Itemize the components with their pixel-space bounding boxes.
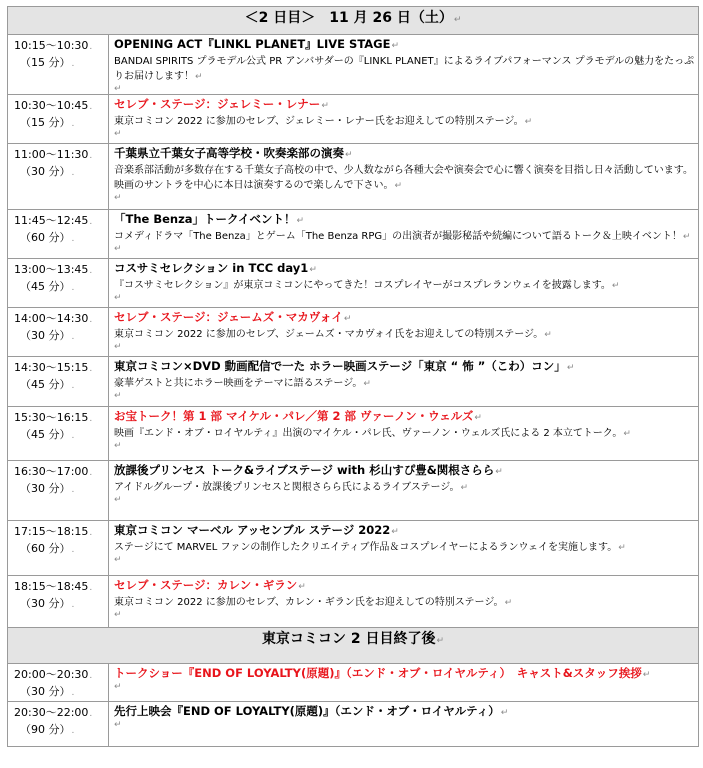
duration: （60 分）. <box>20 542 75 555</box>
schedule-row <box>8 702 699 747</box>
event-title: トークショー『END OF LOYALTY(原題)』（エンド・オブ・ロイヤルティ） キャスト&スタッフ挨拶↵ <box>114 666 651 680</box>
time-cell: 10:30～10:45. （15 分）. <box>8 95 109 144</box>
time-range: 20:30～22:00 <box>14 706 89 719</box>
event-cell: トークショー『END OF LOYALTY(原題)』（エンド・オブ・ロイヤルティ） キャスト&スタッフ挨拶↵ ↵ <box>109 664 699 702</box>
time-cell: 16:30～17:00. （30 分）. <box>8 461 109 521</box>
event-title: 先行上映会『END OF LOYALTY(原題)』（エンド・オブ・ロイヤルティ）↵ <box>114 704 509 718</box>
event-cell: 東京コミコン マーベル アッセンブル ステージ 2022↵ ステージにて MARVEL ファンの制作したクリエイティブ作品＆コスプレイヤーによるランウェイを実施します。↵ ↵ <box>109 521 699 576</box>
duration: （45 分）. <box>20 280 75 293</box>
time-cell: 20:00～20:30. （30 分）. <box>8 664 109 702</box>
time-range: 17:15～18:15 <box>14 525 89 538</box>
event-cell: セレブ・ステージ：ジェレミー・レナー↵ 東京コミコン 2022 に参加のセレブ、ジェレミー・レナー氏をお迎えしての特別ステージ。↵ ↵ <box>109 95 699 144</box>
event-description: 東京コミコン 2022 に参加のセレブ、ジェームズ・マカヴォイ氏をお迎えしての特別ステージ。↵ <box>114 329 552 340</box>
event-cell: 先行上映会『END OF LOYALTY(原題)』（エンド・オブ・ロイヤルティ）↵ ↵ <box>109 702 699 747</box>
duration: （30 分）. <box>20 597 75 610</box>
schedule-row <box>8 35 699 95</box>
time-cell: 15:30～16:15. （45 分）. <box>8 407 109 461</box>
time-range: 10:15～10:30 <box>14 39 89 52</box>
time-range: 14:30～15:15 <box>14 361 89 374</box>
schedule-row <box>8 308 699 357</box>
event-title: セレブ・ステージ：ジェレミー・レナー↵ <box>114 97 329 111</box>
event-cell: お宝トーク！第 1 部 マイケル・パレ／第 2 部 ヴァーノン・ウェルズ↵ 映画『エンド・オブ・ロイヤルティ』出演のマイケル・パレ氏、ヴァーノン・ウェルズ氏による 2 本立てトーク。↵ ↵ <box>109 407 699 461</box>
event-cell: 千葉県立千葉女子高等学校・吹奏楽部の演奏↵ 音楽系部活動が多数存在する千葉女子高校の中で、少人数ながら各種大会や演奏会で心に響く演奏を目指し日々活動しています。映画のサントラを中心に本日は演奏するので楽しんで下さい。↵ ↵ <box>109 144 699 210</box>
event-description: 音楽系部活動が多数存在する千葉女子高校の中で、少人数ながら各種大会や演奏会で心に響く演奏を目指し日々活動しています。映画のサントラを中心に本日は演奏するので楽しんで下さい。↵ <box>114 165 693 191</box>
schedule-table <box>7 6 699 747</box>
event-cell: セレブ・ステージ：ジェームズ・マカヴォイ↵ 東京コミコン 2022 に参加のセレブ、ジェームズ・マカヴォイ氏をお迎えしての特別ステージ。↵ ↵ <box>109 308 699 357</box>
time-cell: 11:00～11:30. （30 分）. <box>8 144 109 210</box>
day-header-row <box>8 7 699 35</box>
time-cell: 17:15～18:15. （60 分）. <box>8 521 109 576</box>
event-description: 映画『エンド・オブ・ロイヤルティ』出演のマイケル・パレ氏、ヴァーノン・ウェルズ氏による 2 本立てトーク。↵ <box>114 428 631 439</box>
time-range: 11:45～12:45 <box>14 214 89 227</box>
event-description: アイドルグループ・放課後プリンセスと関根さらら氏によるライブステージ。↵ <box>114 482 469 493</box>
event-title: セレブ・ステージ：カレン・ギラン↵ <box>114 578 306 592</box>
event-description: 東京コミコン 2022 に参加のセレブ、ジェレミー・レナー氏をお迎えしての特別ステージ。↵ <box>114 116 533 127</box>
duration: （90 分）. <box>20 723 75 736</box>
event-description: 『コスサミセレクション』が東京コミコンにやってきた！コスプレイヤーがコスプレランウェイを披露します。↵ <box>114 280 620 291</box>
event-title: 「The Benza」トークイベント！↵ <box>114 212 305 226</box>
time-cell: 18:15～18:45. （30 分）. <box>8 576 109 628</box>
event-title: お宝トーク！第 1 部 マイケル・パレ／第 2 部 ヴァーノン・ウェルズ↵ <box>114 409 482 423</box>
time-range: 13:00～13:45 <box>14 263 89 276</box>
duration: （15 分）. <box>20 56 75 69</box>
duration: （45 分）. <box>20 428 75 441</box>
schedule-row <box>8 95 699 144</box>
duration: （30 分）. <box>20 685 75 698</box>
duration: （30 分）. <box>20 482 75 495</box>
event-title: 放課後プリンセス トーク&ライブステージ with 杉山すぴ豊&関根さらら↵ <box>114 463 503 477</box>
event-title: セレブ・ステージ：ジェームズ・マカヴォイ↵ <box>114 310 352 324</box>
event-description: コメディドラマ「The Benza」とゲーム「The Benza RPG」の出演者が撮影秘話や続編について語るトーク＆上映イベント！↵ <box>114 231 691 242</box>
time-cell: 20:30～22:00. （90 分）. <box>8 702 109 747</box>
event-cell: 放課後プリンセス トーク&ライブステージ with 杉山すぴ豊&関根さらら↵ アイドルグループ・放課後プリンセスと関根さらら氏によるライブステージ。↵ ↵ <box>109 461 699 521</box>
event-cell: OPENING ACT『LINKL PLANET』LIVE STAGE↵ BANDAI SPIRITS プラモデル公式 PR アンバサダーの『LINKL PLANET』によるライブパフォーマンス プラモデルの魅力をたっぷりお届けします！↵ ↵ <box>109 35 699 95</box>
time-cell: 11:45～12:45. （60 分）. <box>8 210 109 259</box>
event-description: BANDAI SPIRITS プラモデル公式 PR アンバサダーの『LINKL PLANET』によるライブパフォーマンス プラモデルの魅力をたっぷりお届けします！↵ <box>114 56 695 82</box>
time-cell: 10:15～10:30. （15 分）. <box>8 35 109 95</box>
event-cell: コスサミセレクション in TCC day1↵ 『コスサミセレクション』が東京コミコンにやってきた！コスプレイヤーがコスプレランウェイを披露します。↵ ↵ <box>109 259 699 308</box>
end-header: 東京コミコン 2 日目終了後↵ <box>8 628 699 664</box>
event-cell: セレブ・ステージ：カレン・ギラン↵ 東京コミコン 2022 に参加のセレブ、カレン・ギラン氏をお迎えしての特別ステージ。↵ ↵ <box>109 576 699 628</box>
schedule-row <box>8 210 699 259</box>
duration: （30 分）. <box>20 165 75 178</box>
event-title: コスサミセレクション in TCC day1↵ <box>114 261 317 275</box>
event-cell: 東京コミコン×DVD 動画配信で一た ホラー映画ステージ「東京 “ 怖 ”（こわ）コン」↵ 豪華ゲストと共にホラー映画をテーマに語るステージ。↵ ↵ <box>109 357 699 407</box>
time-range: 10:30～10:45 <box>14 99 89 112</box>
time-range: 16:30～17:00 <box>14 465 89 478</box>
schedule-row <box>8 664 699 702</box>
schedule-row <box>8 259 699 308</box>
duration: （15 分）. <box>20 116 75 129</box>
time-cell: 14:00～14:30. （30 分）. <box>8 308 109 357</box>
schedule-row <box>8 407 699 461</box>
schedule-row <box>8 357 699 407</box>
duration: （30 分）. <box>20 329 75 342</box>
schedule-row <box>8 461 699 521</box>
event-title: 東京コミコン×DVD 動画配信で一た ホラー映画ステージ「東京 “ 怖 ”（こわ）コン」↵ <box>114 359 575 373</box>
schedule-row <box>8 144 699 210</box>
event-cell: 「The Benza」トークイベント！↵ コメディドラマ「The Benza」とゲーム「The Benza RPG」の出演者が撮影秘話や続編について語るトーク＆上映イベント！↵ ↵ <box>109 210 699 259</box>
end-header-row <box>8 628 699 664</box>
time-range: 14:00～14:30 <box>14 312 89 325</box>
day-header: ＜2 日目＞ 11 月 26 日（土）↵ <box>8 7 699 35</box>
schedule-row <box>8 576 699 628</box>
time-cell: 14:30～15:15. （45 分）. <box>8 357 109 407</box>
event-title: OPENING ACT『LINKL PLANET』LIVE STAGE↵ <box>114 37 400 51</box>
duration: （45 分）. <box>20 378 75 391</box>
time-range: 15:30～16:15 <box>14 411 89 424</box>
time-cell: 13:00～13:45. （45 分）. <box>8 259 109 308</box>
event-description: 豪華ゲストと共にホラー映画をテーマに語るステージ。↵ <box>114 378 371 389</box>
event-title: 千葉県立千葉女子高等学校・吹奏楽部の演奏↵ <box>114 146 353 160</box>
duration: （60 分）. <box>20 231 75 244</box>
event-title: 東京コミコン マーベル アッセンブル ステージ 2022↵ <box>114 523 399 537</box>
event-description: 東京コミコン 2022 に参加のセレブ、カレン・ギラン氏をお迎えしての特別ステージ。↵ <box>114 597 513 608</box>
time-range: 11:00～11:30 <box>14 148 89 161</box>
time-range: 18:15～18:45 <box>14 580 89 593</box>
schedule-row <box>8 521 699 576</box>
event-description: ステージにて MARVEL ファンの制作したクリエイティブ作品＆コスプレイヤーによるランウェイを実施します。↵ <box>114 542 626 553</box>
time-range: 20:00～20:30 <box>14 668 89 681</box>
